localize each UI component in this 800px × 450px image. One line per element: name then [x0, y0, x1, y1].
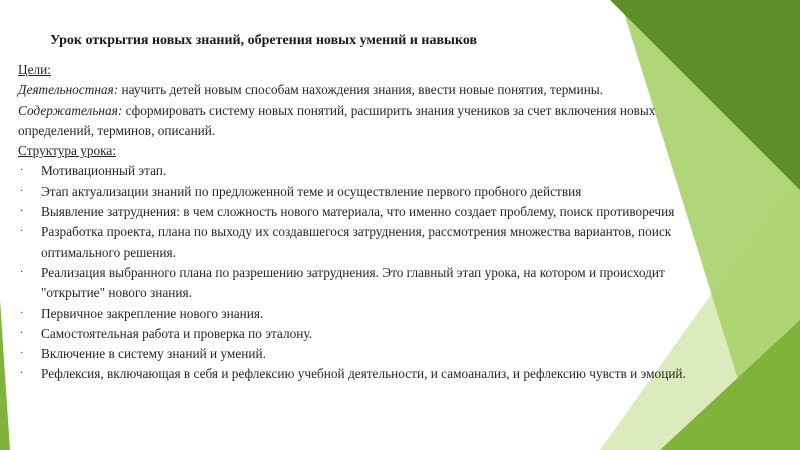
list-item: · Самостоятельная работа и проверка по эталону. — [18, 324, 718, 344]
list-item: · Первичное закрепление нового знания. — [18, 304, 718, 324]
list-item: · Разработка проекта, плана по выходу их создавшегося затруднения, рассмотрения множества вариантов, поиск оптимального решения. — [20, 224, 672, 260]
structure-heading: Структура урока: — [18, 143, 117, 159]
list-item: · Включение в систему знаний и умений. — [18, 344, 718, 364]
lesson-stages-list — [18, 161, 718, 384]
bullet-icon: · — [20, 307, 24, 319]
goal-activity — [18, 80, 718, 100]
slide-title: Урок открытия новых знаний, обретения новых умений и навыков — [50, 33, 478, 48]
bullet-icon: · — [20, 226, 24, 238]
list-item: · Выявление затруднения: в чем сложность нового материала, что именно создает проблему, поиск противоречия — [18, 202, 718, 222]
bullet-icon: · — [20, 348, 24, 360]
goal-label: Содержательная: — [18, 102, 123, 118]
list-item: · Этап актуализации знаний по предложенной теме и осуществление первого пробного действия — [18, 182, 718, 202]
goal-text: научить детей новым способам нахождения знания, ввести новые понятия, термины. — [118, 82, 604, 98]
list-item: · Мотивационный этап. — [18, 161, 718, 181]
bullet-icon: · — [20, 327, 24, 339]
bullet-icon: · — [20, 165, 24, 177]
slide-body — [18, 60, 718, 385]
list-item: · Рефлексия, включающая в себя и рефлексию учебной деятельности, и самоанализ, и рефлексию чувств и эмоций. — [18, 364, 718, 384]
bullet-icon: · — [20, 266, 24, 278]
goal-content — [18, 101, 718, 142]
goal-label: Деятельностная: — [18, 82, 119, 98]
goal-text: сформировать систему новых понятий, расширить знания учеников за счет включения новых определений, терминов, описаний. — [18, 102, 656, 138]
goals-heading: Цели: — [18, 62, 51, 77]
bullet-icon: · — [20, 185, 24, 197]
bullet-icon: · — [20, 368, 24, 380]
bullet-icon: · — [20, 206, 24, 218]
list-item: · Реализация выбранного плана по разрешению затруднения. Это главный этап урока, на котором и происходит "открытие" нового знания. — [20, 264, 665, 301]
